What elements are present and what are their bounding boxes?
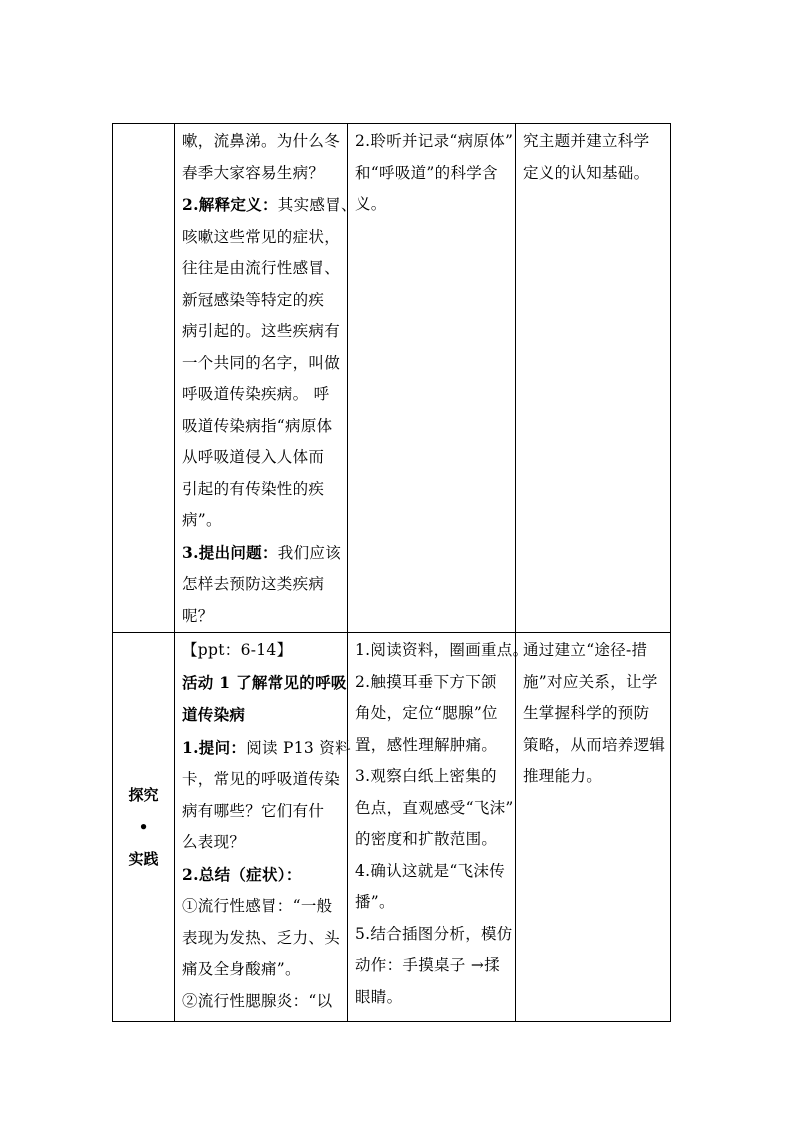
body-text: ②流行性腮腺炎：“以 bbox=[182, 991, 333, 1010]
text-line bbox=[182, 891, 343, 923]
text-line: 置，感性理解肿痛。 bbox=[355, 735, 498, 754]
bold-heading-text: 2.总结（症状）： bbox=[182, 864, 302, 884]
teacher-activity-cell bbox=[175, 633, 351, 1022]
text-line: 的密度和扩散范围。 bbox=[355, 830, 498, 848]
text-line: 动作：手摸桌子 →揉 bbox=[355, 956, 500, 974]
body-text: 病”。 bbox=[182, 511, 222, 529]
text-line bbox=[182, 667, 347, 700]
text-line bbox=[182, 796, 343, 828]
body-text: 病引起的。这些疾病有 bbox=[182, 322, 341, 340]
stage-cell bbox=[113, 633, 175, 1022]
text-line: 和“呼吸道”的科学含 bbox=[355, 163, 498, 182]
text-line bbox=[182, 859, 343, 892]
text-line: 施”对应关系，让学 bbox=[523, 672, 658, 691]
text-line bbox=[182, 954, 343, 986]
lesson-plan-table bbox=[112, 123, 671, 1022]
text-line bbox=[182, 732, 351, 765]
body-text: ①流行性感冒：“一般 bbox=[182, 897, 333, 915]
body-text: 么表现？ bbox=[182, 833, 246, 851]
text-line bbox=[182, 569, 343, 601]
text-line: 定义的认知基础。 bbox=[523, 163, 650, 182]
body-text: 从呼吸道侵入人体而 bbox=[182, 448, 325, 466]
body-text: 病有哪些？它们有什 bbox=[182, 801, 325, 820]
text-line bbox=[182, 126, 343, 158]
text-line: 究主题并建立科学 bbox=[523, 132, 650, 150]
body-text: 【ppt：6-14】 bbox=[182, 641, 293, 659]
bold-heading-text: 1.提问： bbox=[182, 737, 247, 757]
design-intent-cell bbox=[516, 124, 671, 633]
body-text: 一个共同的名字，叫做 bbox=[182, 353, 341, 372]
bold-heading-text: 3.提出问题： bbox=[182, 542, 278, 562]
design-intent-cell bbox=[516, 633, 671, 1022]
body-text: 往往是由流行性感冒、 bbox=[182, 259, 341, 277]
text-line bbox=[182, 635, 343, 667]
body-text: 嗽，流鼻涕。为什么冬 bbox=[182, 132, 341, 150]
stage-label-top: 探究 bbox=[128, 786, 159, 804]
stage-label-bottom: 实践 bbox=[128, 850, 159, 868]
body-text: 阅读 P13 资料 bbox=[246, 738, 351, 757]
body-text: 咳嗽这些常见的症状， bbox=[182, 227, 341, 246]
table-row bbox=[113, 633, 671, 1022]
text-line bbox=[182, 505, 343, 537]
student-activity-cell bbox=[348, 124, 516, 633]
text-line bbox=[182, 189, 357, 222]
text-line: 推理能力。 bbox=[523, 767, 603, 785]
text-line bbox=[182, 537, 343, 570]
stage-separator-dot: • bbox=[138, 818, 149, 836]
body-text: 呼吸道传染疾病。 呼 bbox=[182, 385, 330, 403]
text-line bbox=[182, 827, 343, 859]
text-line bbox=[182, 601, 343, 633]
student-activity-cell bbox=[348, 633, 529, 1022]
body-text: 呢？ bbox=[182, 606, 214, 625]
body-text: 我们应该 bbox=[277, 543, 341, 562]
body-text: 痛及全身酸痛”。 bbox=[182, 960, 301, 978]
text-line: 生掌握科学的预防 bbox=[523, 704, 650, 722]
text-line: 策略，从而培养逻辑 bbox=[523, 735, 666, 754]
text-line bbox=[182, 986, 343, 1018]
text-line bbox=[182, 285, 343, 317]
text-line: 通过建立“途径-措 bbox=[523, 641, 648, 659]
text-line bbox=[182, 699, 343, 732]
text-line bbox=[182, 442, 343, 474]
text-line bbox=[182, 923, 343, 955]
text-line: 4.确认这就是“飞沫传 bbox=[355, 861, 506, 880]
teacher-activity-cell bbox=[175, 124, 357, 633]
text-line: 3.观察白纸上密集的 bbox=[355, 767, 497, 785]
bold-heading-text: 2.解释定义： bbox=[182, 195, 278, 214]
body-text: 卡，常见的呼吸道传染 bbox=[182, 770, 341, 788]
body-text: 吸道传染病指“病原体 bbox=[182, 416, 333, 435]
text-line bbox=[182, 348, 343, 380]
text-line: 义。 bbox=[355, 195, 387, 213]
text-line bbox=[182, 158, 343, 190]
bold-heading-text: 活动 1 了解常见的呼吸 bbox=[182, 672, 347, 692]
body-text: 引起的有传染性的疾 bbox=[182, 479, 325, 498]
text-line: 1.阅读资料，圈画重点。 bbox=[355, 641, 529, 659]
text-line: 眼睛。 bbox=[355, 987, 403, 1006]
text-line bbox=[182, 411, 343, 443]
body-text: 怎样去预防这类疾病 bbox=[182, 575, 325, 593]
bold-heading-text: 道传染病 bbox=[182, 705, 246, 724]
text-line: 5.结合插图分析，模仿 bbox=[355, 924, 513, 943]
body-text: 表现为发热、乏力、头 bbox=[182, 928, 341, 947]
stage-cell-empty bbox=[113, 124, 175, 633]
text-line bbox=[182, 379, 343, 411]
text-line: 播”。 bbox=[355, 893, 395, 911]
text-line: 2.触摸耳垂下方下颌 bbox=[355, 672, 497, 691]
text-line: 色点，直观感受“飞沫” bbox=[355, 798, 514, 817]
body-text: 春季大家容易生病？ bbox=[182, 163, 325, 182]
text-line bbox=[182, 474, 343, 506]
text-line bbox=[182, 316, 343, 348]
table-row bbox=[113, 124, 671, 633]
body-text: 其实感冒、 bbox=[277, 196, 357, 214]
text-line bbox=[182, 253, 343, 285]
text-line: 2.聆听并记录“病原体” bbox=[355, 132, 514, 150]
text-line bbox=[182, 222, 343, 254]
text-line bbox=[182, 764, 343, 796]
text-line: 角处，定位“腮腺”位 bbox=[355, 704, 498, 722]
body-text: 新冠感染等特定的疾 bbox=[182, 290, 325, 309]
